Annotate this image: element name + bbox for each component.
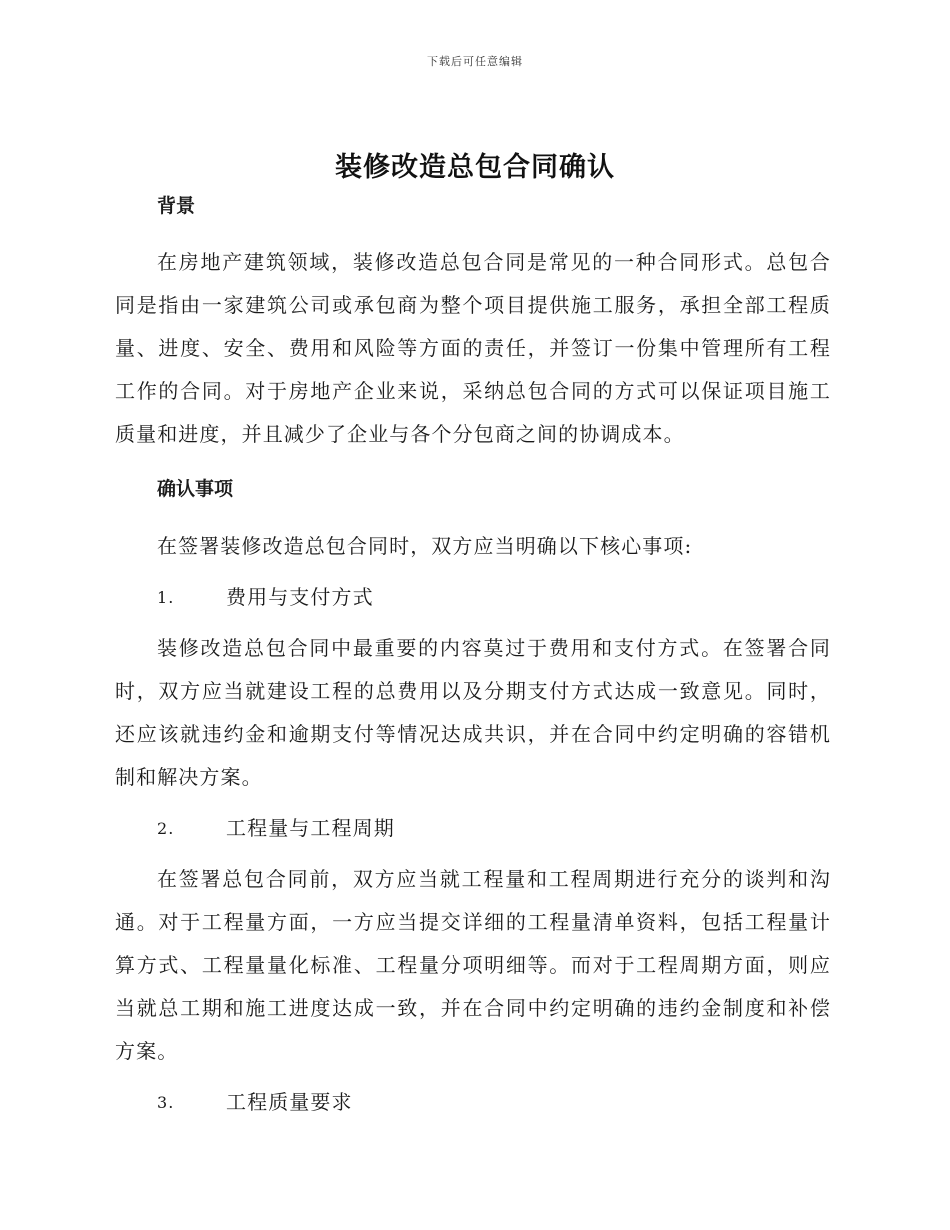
list-label: 工程量与工程周期 <box>226 816 395 840</box>
list-item-1 <box>115 576 831 619</box>
item-1-paragraph: 装修改造总包合同中最重要的内容莫过于费用和支付方式。在签署合同时，双方应当就建设工程的总费用以及分期支付方式达成一致意见。同时，还应该就违约金和逾期支付等情况达成共识，并在合同中约定明确的容错机制和解决方案。 <box>115 636 831 789</box>
list-label: 工程质量要求 <box>226 1090 353 1114</box>
document-body <box>115 190 831 1124</box>
list-number: 3. <box>157 1093 175 1112</box>
confirm-intro-paragraph: 在签署装修改造总包合同时，双方应当明确以下核心事项: <box>157 534 693 558</box>
header-note: 下载后可任意编辑 <box>427 55 523 68</box>
list-item-2 <box>115 807 831 850</box>
list-item-3 <box>115 1081 831 1124</box>
list-label: 费用与支付方式 <box>226 585 374 609</box>
section-heading-background: 背景 <box>157 195 196 217</box>
list-number: 1. <box>157 588 175 607</box>
item-2-paragraph: 在签署总包合同前，双方应当就工程量和工程周期进行充分的谈判和沟通。对于工程量方面，一方应当提交详细的工程量清单资料，包括工程量计算方式、工程量量化标准、工程量分项明细等。而对于工程周期方面，则应当就总工期和施工进度达成一致，并在合同中约定明确的违约金制度和补偿方案。 <box>115 867 831 1063</box>
background-paragraph: 在房地产建筑领域，装修改造总包合同是常见的一种合同形式。总包合同是指由一家建筑公司或承包商为整个项目提供施工服务，承担全部工程质量、进度、安全、费用和风险等方面的责任，并签订一份集中管理所有工程工作的合同。对于房地产企业来说，采纳总包合同的方式可以保证项目施工质量和进度，并且减少了企业与各个分包商之间的协调成本。 <box>115 250 831 446</box>
document-title: 装修改造总包合同确认 <box>335 152 615 183</box>
section-heading-confirm: 确认事项 <box>157 478 234 500</box>
list-number: 2. <box>157 819 175 838</box>
